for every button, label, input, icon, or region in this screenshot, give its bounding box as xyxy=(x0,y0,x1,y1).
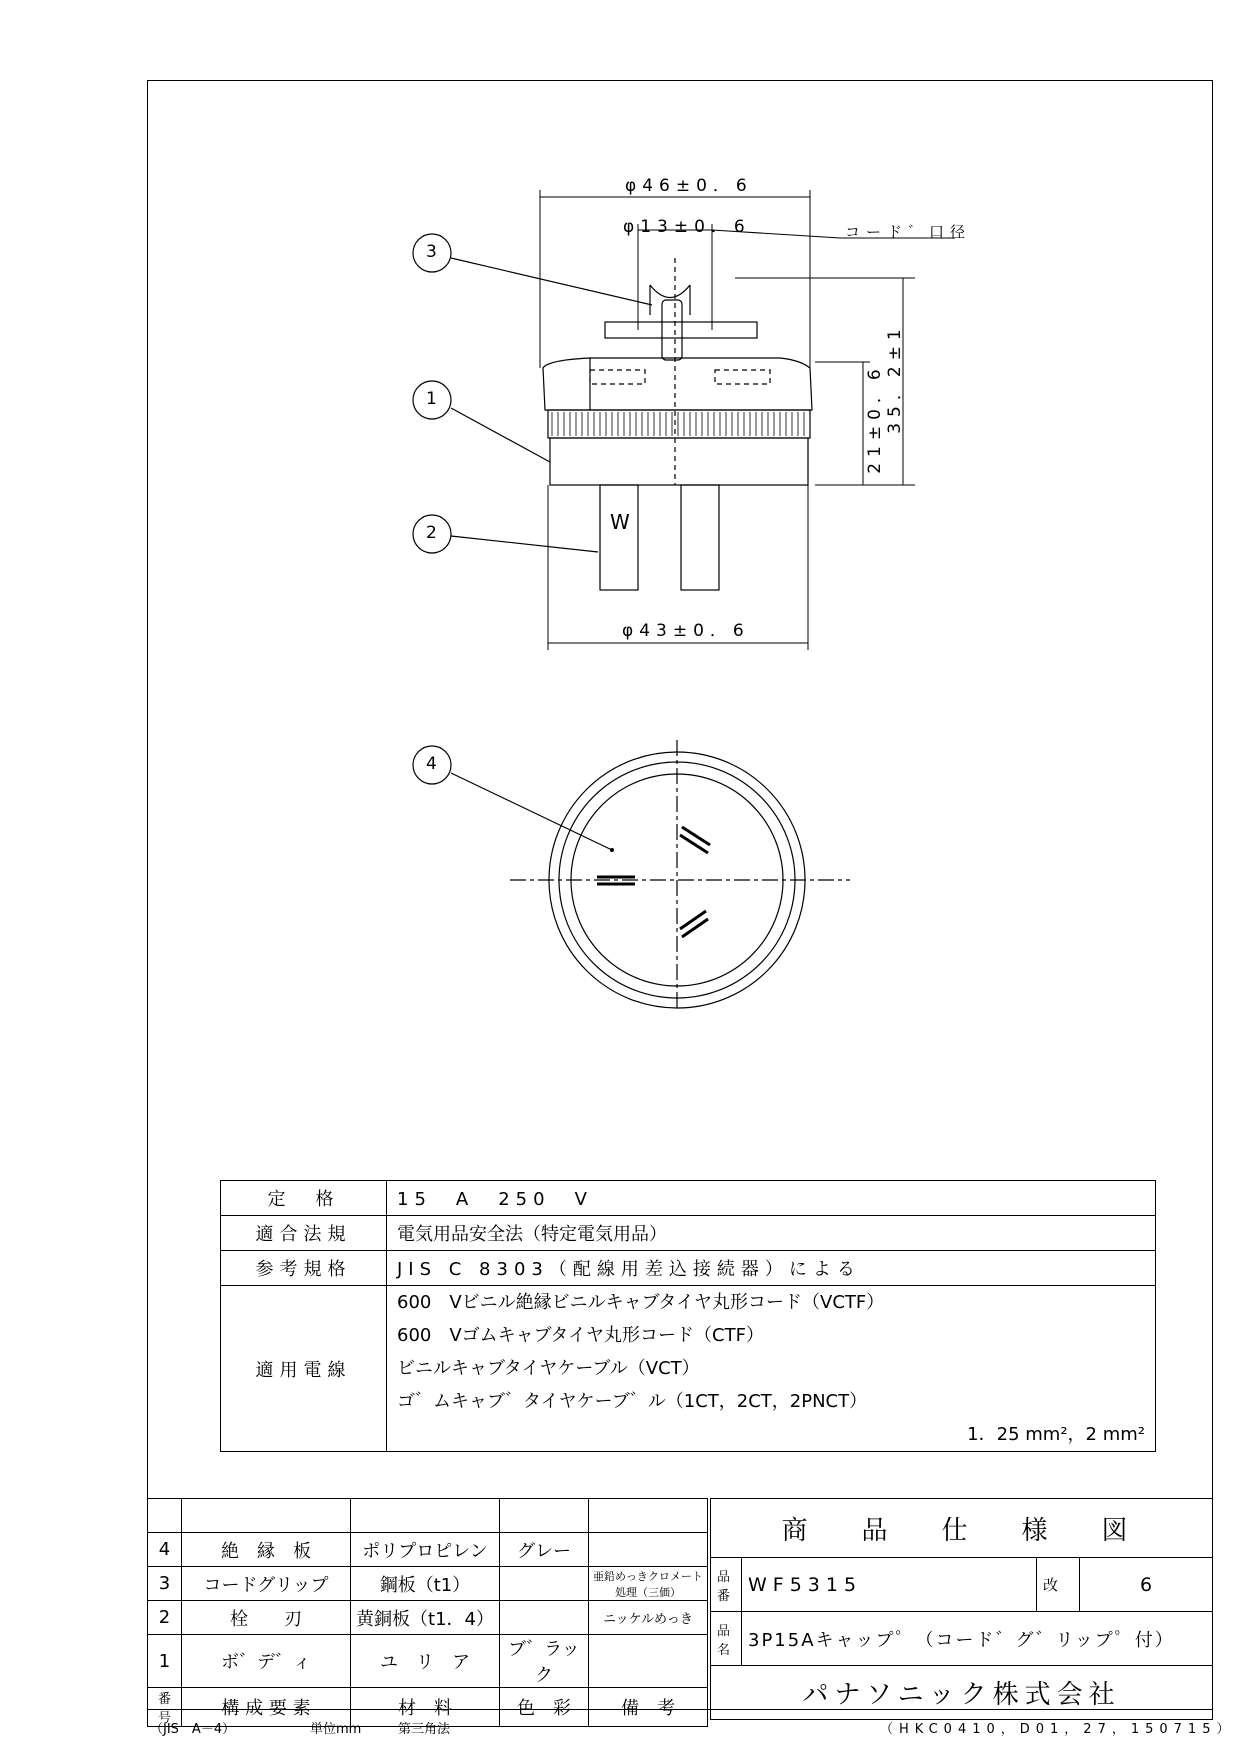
part-no-label: 品番 xyxy=(711,1558,742,1612)
title-block xyxy=(710,1498,1213,1720)
dim-bottom-diameter: φ43±0．6 xyxy=(622,621,750,641)
parts-table xyxy=(147,1498,708,1727)
blade-right xyxy=(681,485,719,590)
wire-sizes: 1．25 mm²，2 mm² xyxy=(967,1424,1145,1445)
spec-row: 参考規格 JIS C 8303（配線用差込接続器）による xyxy=(221,1251,1156,1286)
wire-type: ビニルキャブタイヤケーブル（VCT） xyxy=(397,1358,700,1379)
callout-3: 3 xyxy=(426,242,437,262)
spec-table xyxy=(220,1180,1156,1452)
cap-top xyxy=(543,358,812,410)
dim-cord-hole: φ13±0．6 xyxy=(623,217,751,237)
polarity-mark: W xyxy=(610,510,630,534)
parts-row: 3 コードグリップ 鋼板（t1） 亜鉛めっきクロメート処理（三価） xyxy=(148,1567,708,1601)
dim-body-height: 21±0．6 xyxy=(864,363,885,474)
callout-2: 2 xyxy=(426,523,437,543)
revision: 6 xyxy=(1080,1558,1213,1612)
footer-unit: 単位mm xyxy=(310,1722,362,1737)
wire-type: 600 Vビニル絶縁ビニルキャブタイヤ丸形コード（VCTF） xyxy=(397,1292,885,1313)
callout-1: 1 xyxy=(426,389,437,409)
parts-header: 番号 構 成 要 素 材 料 色 彩 備 考 xyxy=(148,1688,708,1727)
spec-row: 適合法規 電気用品安全法（特定電気用品） xyxy=(221,1216,1156,1251)
parts-row: 4 絶 縁 板 ポリプロピレン グレー xyxy=(148,1533,708,1567)
drawing-title: 商 品 仕 様 図 xyxy=(711,1499,1213,1558)
cord-grip-bar xyxy=(605,322,757,338)
parts-row: 1 ボ゛デ゛ィ ユ リ ア ブ゛ラック xyxy=(148,1635,708,1688)
product-name: 3P15Aキャップ゜（コード゛グ゛リップ゜付） xyxy=(742,1612,1213,1666)
cord-grip-screw xyxy=(662,300,682,360)
footer-projection: 第三角法 xyxy=(398,1722,451,1737)
footer-paper: （JIS A－4） xyxy=(150,1722,236,1737)
parts-row: 2 栓 刃 黄銅板（t1．4） ニッケルめっき xyxy=(148,1601,708,1635)
dim-top-diameter: φ46±0．6 xyxy=(625,176,753,196)
callout-4: 4 xyxy=(426,754,437,774)
label-cord-hole: コード゛口径 xyxy=(845,223,972,241)
footer-code: （HKC0410，D01，27，150715） xyxy=(880,1722,1236,1737)
body-lower xyxy=(550,438,808,485)
wire-type: ゴ゛ムキャブ゛タイヤケーブ゛ル（1CT，2CT，2PNCT） xyxy=(397,1391,868,1412)
wire-type: 600 Vゴムキャブタイヤ丸形コード（CTF） xyxy=(397,1325,764,1346)
spec-row-wires: 適用電線 600 Vビニル絶縁ビニルキャブタイヤ丸形コード（VCTF） 600 Vゴムキャブタイヤ丸形コード（CTF） ビニルキャブタイヤケーブル（VCT） ゴ゛ムキャブ゛タイヤケーブ゛ル（1CT，2CT，2PNCT） 1．25 mm²，2 mm² xyxy=(221,1286,1156,1452)
dim-total-height: 35．2±1 xyxy=(884,323,905,434)
part-number: WF5315 xyxy=(742,1558,1037,1612)
knurled-ring xyxy=(548,410,810,438)
blade-left xyxy=(600,485,638,590)
company-name: パナソニック株式会社 xyxy=(711,1666,1213,1720)
revision-label: 改 xyxy=(1037,1558,1080,1612)
name-label: 品名 xyxy=(711,1612,742,1666)
spec-row: 定 格 15 A 250 V xyxy=(221,1181,1156,1216)
